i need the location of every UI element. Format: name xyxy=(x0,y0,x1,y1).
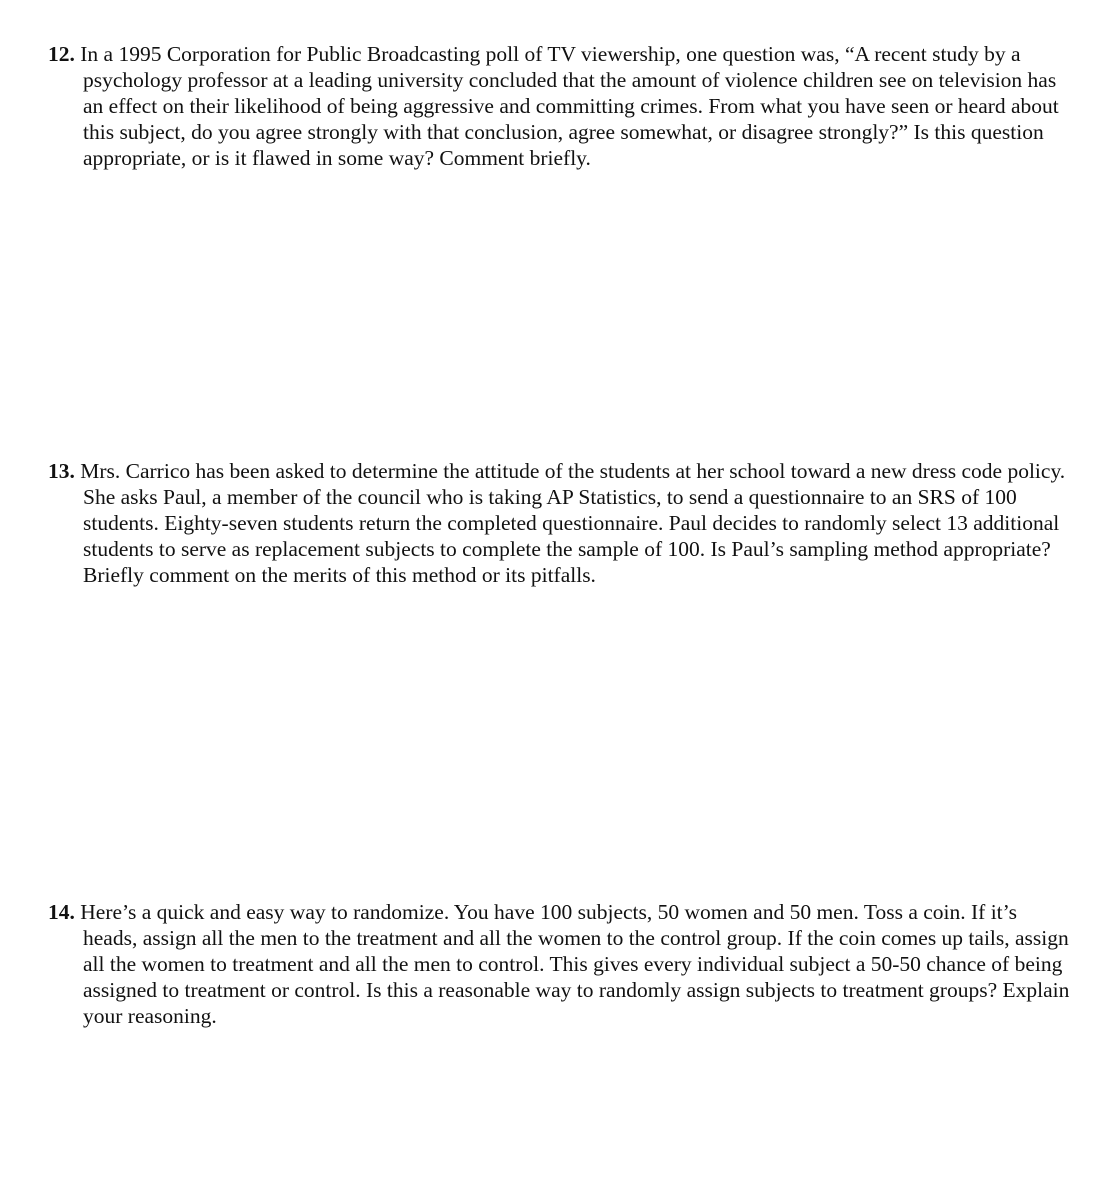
question-14 xyxy=(48,899,1070,1029)
question-number: 13. xyxy=(48,459,75,483)
question-14-text-block xyxy=(48,899,1070,1029)
question-number: 12. xyxy=(48,42,75,66)
question-text: In a 1995 Corporation for Public Broadcasting poll of TV viewership, one question was, “A recent study by a psychology professor at a leading university concluded that the amount of violence children see on television has an effect on their likelihood of being aggressive and committing crimes. From what you have seen or heard about this subject, do you agree strongly with that conclusion, agree somewhat, or disagree strongly?” Is this question appropriate, or is it flawed in some way? Comment briefly. xyxy=(80,42,1059,170)
question-13-text-block xyxy=(48,458,1070,588)
question-text: Mrs. Carrico has been asked to determine the attitude of the students at her school toward a new dress code policy. She asks Paul, a member of the council who is taking AP Statistics, to send a questionnaire to an SRS of 100 students. Eighty-seven students return the completed questionnaire. Paul decides to randomly select 13 additional students to serve as replacement subjects to complete the sample of 100. Is Paul’s sampling method appropriate? Briefly comment on the merits of this method or its pitfalls. xyxy=(80,459,1066,587)
question-13 xyxy=(48,458,1070,588)
question-12-text-block xyxy=(48,41,1070,171)
question-number: 14. xyxy=(48,900,75,924)
question-text: Here’s a quick and easy way to randomize. You have 100 subjects, 50 women and 50 men. Toss a coin. If it’s heads, assign all the men to the treatment and all the women to the control group. If the coin comes up tails, assign all the women to treatment and all the men to control. This gives every individual subject a 50-50 chance of being assigned to treatment or control. Is this a reasonable way to randomly assign subjects to treatment groups? Explain your reasoning. xyxy=(80,900,1070,1028)
question-12 xyxy=(48,41,1070,171)
